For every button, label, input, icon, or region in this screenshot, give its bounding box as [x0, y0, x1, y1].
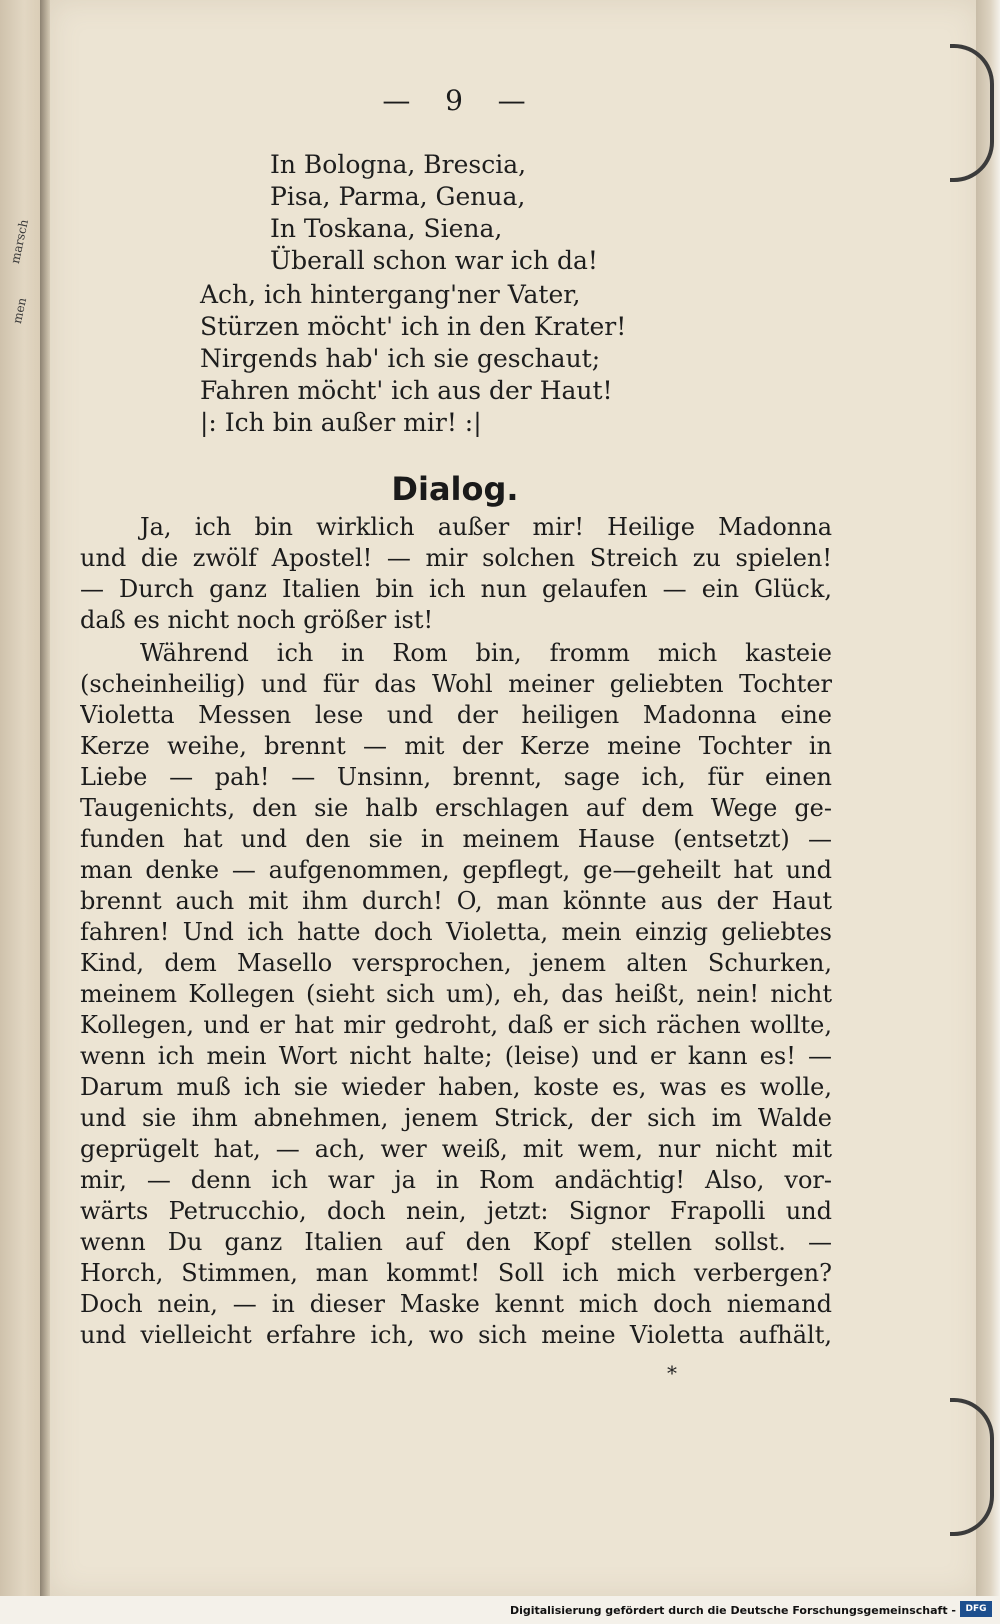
verse-line: Fahren möcht' ich aus der Haut! — [200, 376, 613, 405]
verse-line: Überall schon war ich da! — [270, 246, 598, 275]
page-edge-right — [976, 0, 1000, 1596]
text-line: Während ich in Rom bin, fromm mich kasteie — [140, 639, 832, 667]
verse-line: In Bologna, Brescia, — [270, 150, 527, 179]
text-line: wärts Petrucchio, doch nein, jetzt: Signor Frapolli und — [80, 1197, 832, 1225]
signature-mark: * — [667, 1361, 677, 1385]
text-line: brennt auch mit ihm durch! O, man könnte aus der Haut — [80, 887, 832, 915]
text-line: fahren! Und ich hatte doch Violetta, mein einzig geliebtes — [80, 918, 832, 946]
text-line: Kind, dem Masello versprochen, jenem alten Schurken, — [80, 949, 832, 977]
text-line: Kollegen, und er hat mir gedroht, daß er sich rächen wollte, — [80, 1011, 832, 1039]
text-line: Horch, Stimmen, man kommt! Soll ich mich verbergen? — [80, 1259, 832, 1287]
text-line: Violetta Messen lese und der heiligen Madonna eine — [80, 701, 832, 729]
text-line: daß es nicht noch größer ist! — [80, 606, 434, 634]
text-line: geprügelt hat, — ach, wer weiß, mit wem, nur nicht mit — [80, 1135, 832, 1163]
dfg-logo: DFG — [960, 1601, 992, 1617]
text-line: Kerze weihe, brennt — mit der Kerze meine Tochter in — [80, 732, 832, 760]
text-line: Darum muß ich sie wieder haben, koste es, was es wolle, — [80, 1073, 832, 1101]
text-line: Ja, ich bin wirklich außer mir! Heilige Madonna — [140, 513, 832, 541]
text-line: man denke — aufgenommen, gepflegt, ge—geheilt hat und — [80, 856, 832, 884]
text-line: wenn ich mein Wort nicht halte; (leise) und er kann es! — — [80, 1042, 832, 1070]
text-line: und die zwölf Apostel! — mir solchen Streich zu spielen! — [80, 544, 832, 572]
text-line: meinem Kollegen (sieht sich um), eh, das heißt, nein! nicht — [80, 980, 832, 1008]
header-dash-right: — — [497, 84, 528, 117]
text-line: und sie ihm abnehmen, jenem Strick, der sich im Walde — [80, 1104, 832, 1132]
margin-fragment: men — [10, 296, 30, 325]
text-line: Doch nein, — in dieser Maske kennt mich doch niemand — [80, 1290, 832, 1318]
text-line: (scheinheilig) und für das Wohl meiner geliebten Tochter — [80, 670, 832, 698]
text-line: Liebe — pah! — Unsinn, brennt, sage ich, für einen — [80, 763, 832, 791]
verse-line: Nirgends hab' ich sie geschaut; — [200, 344, 601, 373]
text-line: wenn Du ganz Italien auf den Kopf stellen sollst. — — [80, 1228, 832, 1256]
section-title: Dialog. — [391, 470, 519, 508]
text-line: — Durch ganz Italien bin ich nun gelaufen — ein Glück, — [80, 575, 832, 603]
page-clip-bottom — [950, 1398, 994, 1536]
page-clip-top — [950, 44, 994, 182]
text-line: und vielleicht erfahre ich, wo sich meine Violetta aufhält, — [80, 1321, 832, 1349]
text-line: funden hat und den sie in meinem Hause (entsetzt) — — [80, 825, 832, 853]
text-line: mir, — denn ich war ja in Rom andächtig! Also, vor- — [80, 1166, 832, 1194]
verse-line: In Toskana, Siena, — [270, 214, 503, 243]
page-number: 9 — [445, 84, 465, 117]
paragraph-2 — [80, 638, 832, 1351]
digitization-credit: Digitalisierung gefördert durch die Deutsche Forschungsgemeinschaft - — [509, 1604, 956, 1617]
verse-line: Ach, ich hintergang'ner Vater, — [200, 280, 581, 309]
page-header — [380, 84, 530, 117]
verse-line: |: Ich bin außer mir! :| — [200, 408, 482, 437]
verse-line: Stürzen möcht' ich in den Krater! — [200, 312, 627, 341]
text-line: Taugenichts, den sie halb erschlagen auf dem Wege ge- — [80, 794, 832, 822]
verse-line: Pisa, Parma, Genua, — [270, 182, 526, 211]
header-dash-left: — — [382, 84, 413, 117]
paragraph-1 — [80, 512, 832, 636]
margin-fragment: marsch — [8, 218, 32, 265]
